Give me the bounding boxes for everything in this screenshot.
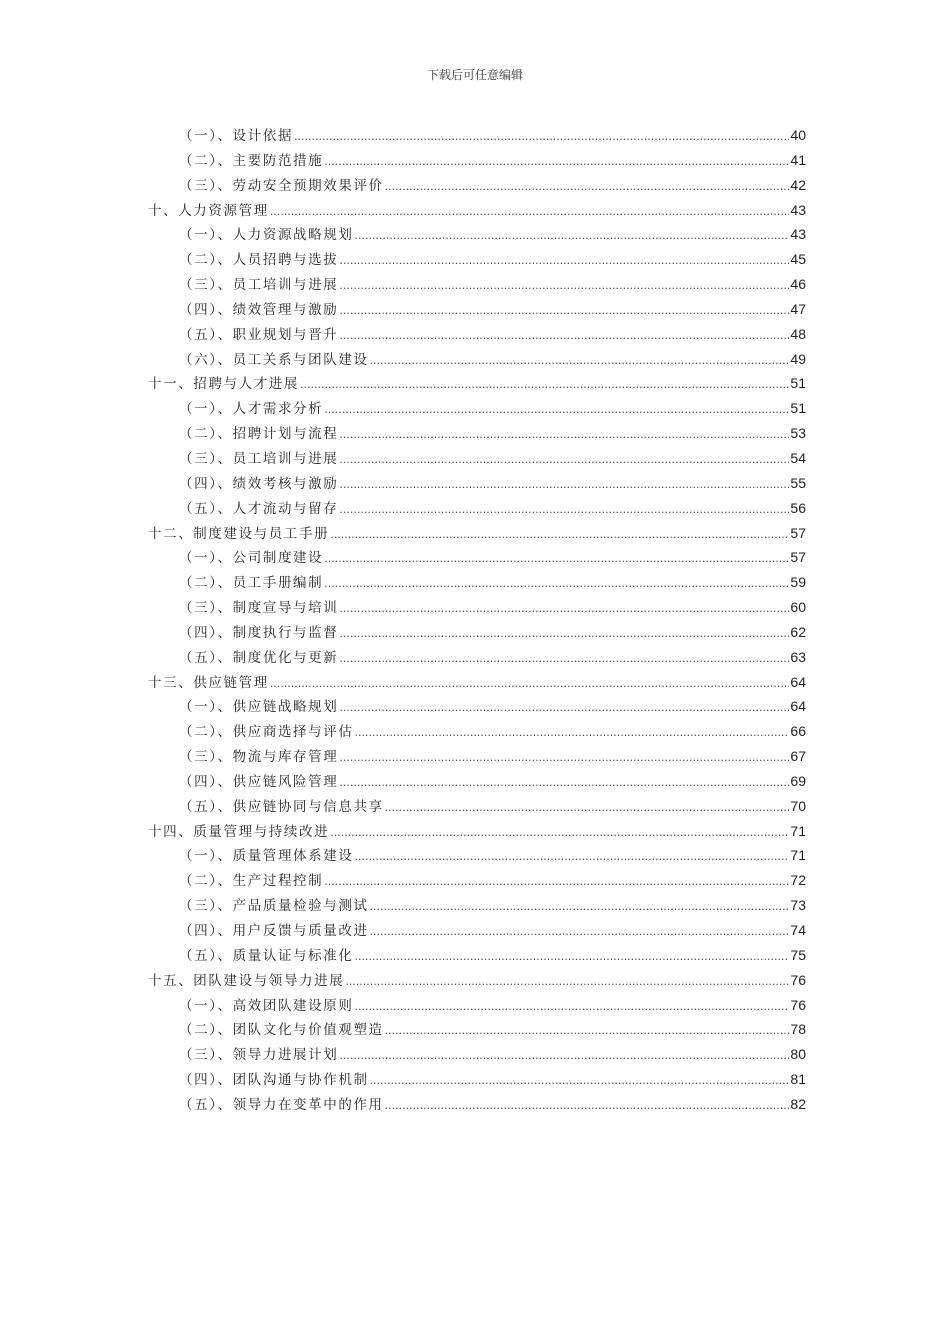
toc-entry-label: 十二、制度建设与员工手册: [148, 525, 330, 542]
toc-entry-label: （四）、团队沟通与协作机制: [179, 1072, 369, 1089]
toc-page-number: 60: [790, 599, 806, 616]
toc-entry-label: （二）、主要防范措施: [179, 152, 324, 169]
toc-page-number: 75: [790, 946, 806, 963]
toc-page-number: 81: [790, 1071, 806, 1088]
toc-dot-leader: [339, 478, 789, 491]
toc-page-number: 64: [790, 673, 806, 690]
toc-entry-label: （二）、员工手册编制: [179, 575, 324, 592]
toc-dot-leader: [339, 279, 789, 292]
toc-entry-label: （二）、供应商选择与评估: [179, 724, 354, 741]
toc-dot-leader: [330, 826, 789, 839]
toc-entry-label: （一）、高效团队建设原则: [179, 997, 354, 1014]
toc-page-number: 82: [790, 1095, 806, 1112]
toc-chapter-entry[interactable]: [148, 820, 806, 845]
toc-entry-label: （一）、质量管理体系建设: [179, 848, 354, 865]
toc-chapter-entry[interactable]: [148, 969, 806, 994]
toc-entry-label: （一）、人力资源战略规划: [179, 227, 354, 244]
toc-section-entry[interactable]: [148, 1068, 806, 1093]
toc-page-number: 45: [790, 251, 806, 268]
toc-entry-label: 十三、供应链管理: [148, 674, 269, 691]
toc-page-number: 67: [790, 748, 806, 765]
toc-section-entry[interactable]: [148, 149, 806, 174]
toc-page-number: 55: [790, 474, 806, 491]
toc-page-number: 53: [790, 425, 806, 442]
toc-entry-label: （五）、职业规划与晋升: [179, 326, 339, 343]
toc-section-entry[interactable]: [148, 1043, 806, 1068]
toc-dot-leader: [354, 850, 789, 863]
toc-entry-label: （三）、物流与库存管理: [179, 749, 339, 766]
toc-dot-leader: [354, 726, 789, 739]
toc-entry-label: （四）、制度执行与监督: [179, 624, 339, 641]
toc-dot-leader: [339, 254, 789, 267]
toc-section-entry[interactable]: [148, 273, 806, 298]
toc-dot-leader: [330, 528, 789, 541]
toc-entry-label: 十一、招聘与人才进展: [148, 376, 299, 393]
toc-entry-label: （一）、供应链战略规划: [179, 699, 339, 716]
toc-section-entry[interactable]: [148, 720, 806, 745]
toc-dot-leader: [354, 1000, 789, 1013]
toc-page-number: 51: [790, 400, 806, 417]
toc-entry-label: （四）、绩效管理与激励: [179, 301, 339, 318]
toc-page-number: 73: [790, 897, 806, 914]
toc-dot-leader: [339, 503, 789, 516]
toc-dot-leader: [385, 1099, 790, 1112]
toc-page-number: 62: [790, 623, 806, 640]
toc-dot-leader: [324, 552, 789, 565]
toc-dot-leader: [370, 925, 790, 938]
toc-page-number: 70: [790, 797, 806, 814]
toc-page-number: 74: [790, 922, 806, 938]
toc-section-entry[interactable]: [148, 447, 806, 472]
toc-dot-leader: [339, 1049, 789, 1062]
toc-section-entry[interactable]: [148, 770, 806, 795]
toc-dot-leader: [324, 875, 789, 888]
toc-chapter-entry[interactable]: [148, 671, 806, 696]
toc-page-number: 56: [790, 499, 806, 516]
toc-page-number: 63: [790, 648, 806, 665]
toc-page-number: 48: [790, 325, 806, 342]
toc-entry-label: （四）、绩效考核与激励: [179, 475, 339, 492]
toc-dot-leader: [354, 229, 789, 242]
toc-entry-label: （五）、领导力在变革中的作用: [179, 1096, 384, 1113]
toc-section-entry[interactable]: [148, 298, 806, 323]
toc-dot-leader: [385, 801, 790, 814]
toc-page-number: 57: [790, 549, 806, 566]
toc-page-number: 59: [790, 574, 806, 591]
toc-page-number: 47: [790, 300, 806, 317]
toc-dot-leader: [324, 577, 789, 590]
toc-dot-leader: [339, 329, 789, 342]
toc-entry-label: （二）、生产过程控制: [179, 873, 324, 890]
toc-dot-leader: [270, 205, 790, 218]
toc-entry-label: （三）、领导力进展计划: [179, 1047, 339, 1064]
toc-page-number: 78: [790, 1021, 806, 1038]
toc-section-entry[interactable]: [148, 348, 806, 373]
toc-dot-leader: [339, 701, 789, 714]
toc-dot-leader: [294, 130, 789, 143]
toc-page-number: 71: [790, 847, 806, 864]
toc-entry-label: （四）、用户反馈与质量改进: [179, 923, 369, 939]
toc-section-entry[interactable]: [148, 472, 806, 497]
toc-chapter-entry[interactable]: [148, 522, 806, 547]
page-header: 下载后可任意编辑: [426, 68, 523, 82]
toc-entry-label: （二）、团队文化与价值观塑造: [179, 1022, 384, 1039]
toc-section-entry[interactable]: [148, 1018, 806, 1043]
toc-dot-leader: [339, 453, 789, 466]
toc-page-number: 64: [790, 698, 806, 715]
toc-section-entry[interactable]: [148, 546, 806, 571]
toc-page-number: 46: [790, 276, 806, 293]
toc-dot-leader: [339, 776, 789, 789]
toc-dot-leader: [324, 155, 789, 168]
toc-dot-leader: [370, 354, 790, 367]
toc-dot-leader: [300, 378, 789, 391]
toc-dot-leader: [385, 1024, 790, 1037]
toc-section-entry[interactable]: [148, 1093, 806, 1118]
toc-entry-label: （二）、招聘计划与流程: [179, 426, 339, 443]
toc-dot-leader: [345, 975, 789, 988]
toc-entry-label: （五）、人才流动与留存: [179, 500, 339, 517]
toc-dot-leader: [339, 627, 789, 640]
toc-page-number: 51: [790, 375, 806, 392]
toc-dot-leader: [339, 602, 789, 615]
toc-page-number: 72: [790, 872, 806, 889]
table-of-contents: [148, 124, 806, 1118]
toc-entry-label: 十、人力资源管理: [148, 202, 269, 219]
toc-section-entry[interactable]: [148, 745, 806, 770]
toc-page-number: 41: [790, 151, 806, 168]
toc-page-number: 40: [790, 127, 806, 143]
toc-page-number: 54: [790, 449, 806, 466]
toc-section-entry[interactable]: [148, 894, 806, 919]
toc-dot-leader: [370, 900, 790, 913]
toc-section-entry[interactable]: [148, 497, 806, 522]
toc-entry-label: （六）、员工关系与团队建设: [179, 351, 369, 368]
toc-dot-leader: [370, 1074, 790, 1087]
toc-dot-leader: [339, 751, 789, 764]
toc-page-number: 43: [790, 226, 806, 243]
toc-section-entry[interactable]: [148, 844, 806, 869]
toc-entry-label: （四）、供应链风险管理: [179, 773, 339, 790]
toc-section-entry[interactable]: [148, 919, 806, 944]
toc-section-entry[interactable]: [148, 397, 806, 422]
toc-entry-label: （一）、公司制度建设: [179, 550, 324, 567]
toc-section-entry[interactable]: [148, 571, 806, 596]
toc-entry-label: 十四、质量管理与持续改进: [148, 823, 330, 840]
toc-section-entry[interactable]: [148, 223, 806, 248]
toc-entry-label: 十五、团队建设与领导力进展: [148, 972, 345, 989]
toc-entry-label: （一）、设计依据: [179, 128, 294, 144]
toc-page-number: 57: [790, 524, 806, 541]
toc-page-number: 42: [790, 176, 806, 193]
toc-entry-label: （三）、产品质量检验与测试: [179, 898, 369, 915]
toc-section-entry[interactable]: [148, 323, 806, 348]
toc-dot-leader: [270, 677, 790, 690]
toc-section-entry[interactable]: [148, 795, 806, 820]
toc-page-number: 49: [790, 350, 806, 367]
toc-section-entry[interactable]: [148, 994, 806, 1019]
toc-section-entry[interactable]: [148, 248, 806, 273]
toc-entry-label: （三）、员工培训与进展: [179, 450, 339, 467]
toc-section-entry[interactable]: [148, 174, 806, 199]
toc-dot-leader: [339, 652, 789, 665]
toc-dot-leader: [324, 403, 789, 416]
toc-section-entry[interactable]: [148, 646, 806, 671]
toc-page-number: 69: [790, 772, 806, 789]
toc-section-entry[interactable]: [148, 869, 806, 894]
toc-dot-leader: [339, 304, 789, 317]
toc-section-entry[interactable]: [148, 944, 806, 969]
toc-entry-label: （三）、员工培训与进展: [179, 277, 339, 294]
toc-page-number: 76: [790, 996, 806, 1013]
toc-entry-label: （二）、人员招聘与选拔: [179, 252, 339, 269]
toc-dot-leader: [339, 428, 789, 441]
toc-page-number: 43: [790, 201, 806, 218]
toc-page-number: 76: [790, 971, 806, 988]
toc-section-entry[interactable]: [148, 621, 806, 646]
toc-section-entry[interactable]: [148, 695, 806, 720]
toc-page-number: 66: [790, 723, 806, 740]
toc-chapter-entry[interactable]: [148, 199, 806, 224]
toc-entry-label: （三）、制度宣导与培训: [179, 600, 339, 617]
toc-entry-label: （三）、劳动安全预期效果评价: [179, 177, 384, 194]
toc-entry-label: （一）、人才需求分析: [179, 401, 324, 418]
toc-entry-label: （五）、供应链协同与信息共享: [179, 798, 384, 815]
toc-page-number: 71: [790, 822, 806, 839]
toc-section-entry[interactable]: [148, 422, 806, 447]
toc-chapter-entry[interactable]: [148, 372, 806, 397]
toc-page-number: 80: [790, 1046, 806, 1063]
toc-entry-label: （五）、质量认证与标准化: [179, 947, 354, 964]
toc-dot-leader: [385, 180, 790, 193]
toc-section-entry[interactable]: [148, 124, 806, 149]
toc-entry-label: （五）、制度优化与更新: [179, 649, 339, 666]
toc-dot-leader: [354, 950, 789, 963]
toc-section-entry[interactable]: [148, 596, 806, 621]
